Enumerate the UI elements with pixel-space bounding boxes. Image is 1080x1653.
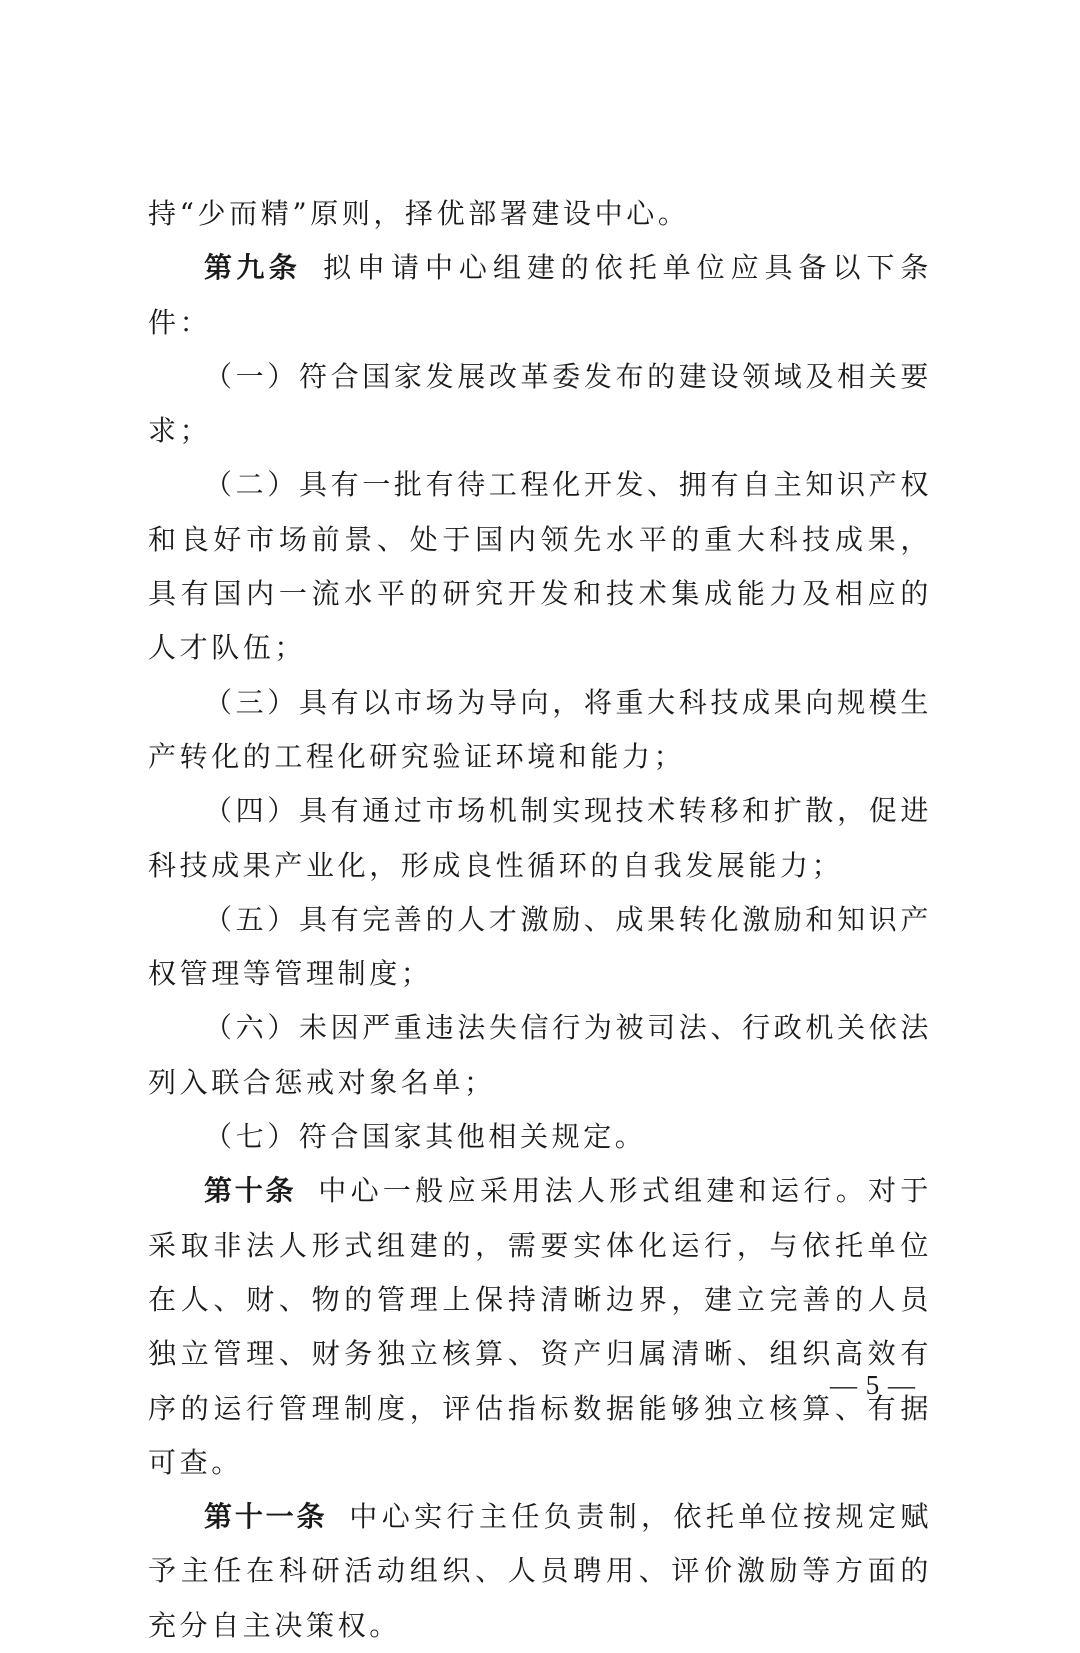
paragraph-text: （五）具有完善的人才激励、成果转化激励和知识产权管理等管理制度； xyxy=(148,902,932,991)
paragraph-text: 中心实行主任负责制，依托单位按规定赋予主任在科研活动组织、人员聘用、评价激励等方面的充分自主决策权。 xyxy=(148,1500,932,1642)
paragraph-text: （一）符合国家发展改革委发布的建设领域及相关要求； xyxy=(148,359,932,448)
article-9-paragraph xyxy=(148,241,932,350)
paragraph-text: 拟申请中心组建的依托单位应具备以下条件： xyxy=(148,251,932,339)
article-11-paragraph xyxy=(148,1490,932,1653)
page-number: — 5 — xyxy=(830,1370,916,1400)
paragraph-text: （三）具有以市场为导向，将重大科技成果向规模生产转化的工程化研究验证环境和能力； xyxy=(148,685,932,773)
article-heading: 第九条 xyxy=(204,251,302,285)
article-10-paragraph xyxy=(148,1164,932,1490)
paragraph-text: （四）具有通过市场机制实现技术转移和扩散，促进科技成果产业化，形成良性循环的自我发展能力； xyxy=(148,794,932,882)
paragraph-text: 中心一般应采用法人形式组建和运行。对于采取非法人形式组建的，需要实体化运行，与依托单位在人、财、物的管理上保持清晰边界，建立完善的人员独立管理、财务独立核算、资产归属清晰、组织高效有序的运行管理制度，评估指标数据能够独立核算、有据可查。 xyxy=(148,1174,932,1479)
paragraph-text: 持“少而精”原则，择优部署建设中心。 xyxy=(148,197,690,230)
article-heading: 第十一条 xyxy=(204,1500,328,1534)
paragraph-text: （二）具有一批有待工程化开发、拥有自主知识产权和良好市场前景、处于国内领先水平的重大科技成果，具有国内一流水平的研究开发和技术集成能力及相应的人才队伍； xyxy=(148,468,932,665)
condition-item xyxy=(148,350,932,459)
condition-item xyxy=(148,1110,932,1164)
article-heading: 第十条 xyxy=(204,1174,297,1208)
condition-item xyxy=(148,893,932,1002)
paragraph-text: （七）符合国家其他相关规定。 xyxy=(204,1120,647,1154)
document-body xyxy=(148,187,932,1653)
condition-item xyxy=(148,1001,932,1110)
condition-item xyxy=(148,676,932,785)
condition-item xyxy=(148,784,932,893)
paragraph-text: （六）未因严重违法失信行为被司法、行政机关依法列入联合惩戒对象名单； xyxy=(148,1011,932,1099)
condition-item xyxy=(148,458,932,675)
paragraph xyxy=(148,187,932,241)
